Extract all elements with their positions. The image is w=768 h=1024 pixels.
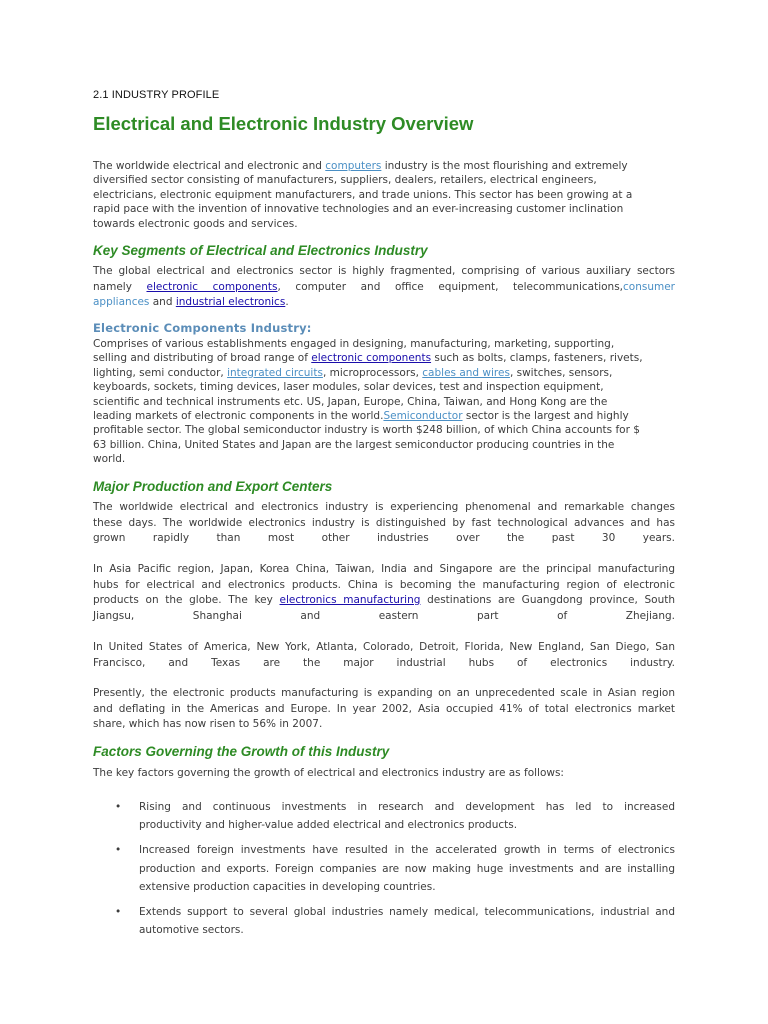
consumer-appliances-link-part1[interactable]: consumer (623, 280, 675, 293)
intro-line-1 (93, 159, 675, 173)
components-line-4: keyboards, sockets, timing devices, laser modules, solar devices, test and inspection equipment, (93, 381, 604, 394)
text-span: , microprocessors, (322, 366, 423, 379)
key-segments-line-2 (93, 280, 675, 296)
semiconductor-link[interactable]: Semiconductor (383, 410, 463, 423)
text-span: and (149, 296, 176, 308)
electronic-components-link[interactable]: electronic components (146, 280, 278, 293)
intro-line-3: electricians, electronic equipment manufacturers, and trade unions. This sector has been growing at a (93, 188, 633, 201)
key-segments-paragraph (93, 264, 675, 311)
production-heading: Major Production and Export Centers (93, 479, 333, 494)
production-p3-line-1: In United States of America, New York, Atlanta, Colorado, Detroit, Florida, New England, San Diego, San (93, 641, 675, 653)
bullet-1-line-1: Rising and continuous investments in research and development has led to increased (139, 801, 675, 813)
text-span: , computer and office equipment, telecommunications, (277, 280, 624, 293)
factors-heading: Factors Governing the Growth of this Industry (93, 744, 390, 759)
components-line-9: world. (93, 453, 126, 466)
components-paragraph (93, 337, 675, 467)
page-title: Electrical and Electronic Industry Overview (93, 113, 474, 134)
components-line-6 (93, 409, 675, 423)
consumer-appliances-link-part2[interactable]: appliances (93, 296, 150, 308)
text-span: products on the globe. The key (93, 594, 280, 606)
production-p2-line-3 (93, 593, 675, 609)
production-p1-line-2: these days. The worldwide electronics industry is distinguished by fast technological advances and has (93, 516, 675, 529)
components-line-8: 63 billion. China, United States and Japan are the largest semiconductor producing countries in the (93, 438, 615, 451)
text-span: . (285, 296, 289, 308)
key-segments-line-3 (93, 295, 675, 311)
production-p4-line-2: and deflating in the Americas and Europe. In year 2002, Asia occupied 41% of total electronics market (93, 702, 675, 715)
bullet-icon: • (115, 801, 122, 813)
cables-and-wires-link[interactable]: cables and wires (422, 366, 510, 379)
text-span: industry is the most flourishing and extremely (381, 160, 628, 172)
text-span: The worldwide electrical and electronic and (93, 160, 326, 172)
section-label: 2.1 INDUSTRY PROFILE (93, 89, 220, 101)
text-span: leading markets of electronic components in the world. (93, 410, 384, 423)
intro-line-4: rapid pace with the invention of innovative technologies and an ever-increasing customer inclination (93, 203, 624, 216)
production-p1-line-3: grown rapidly than most other industries over the past 30 years. (93, 532, 675, 544)
bullet-2-line-1: Increased foreign investments have resulted in the accelerated growth in terms of electronics (139, 844, 675, 857)
bullet-icon: • (115, 844, 122, 857)
text-span: selling and distributing of broad range of (93, 352, 312, 365)
production-p2-line-1: In Asia Pacific region, Japan, Korea China, Taiwan, India and Singapore are the principal manufacturing (93, 563, 675, 575)
bullet-1-line-2: productivity and higher-value added electrical and electronics products. (139, 819, 518, 832)
production-p2-line-2: hubs for electrical and electronics products. China is becoming the manufacturing region of electronic (93, 578, 675, 591)
production-p4-line-1: Presently, the electronic products manufacturing is expanding on an unprecedented scale in Asian region (93, 687, 675, 699)
production-paragraph-4 (93, 686, 675, 733)
components-line-2 (93, 351, 675, 365)
electronic-components-link-2[interactable]: electronic components (311, 352, 432, 365)
intro-paragraph (93, 159, 675, 231)
components-line-3 (93, 366, 675, 380)
production-paragraph-1 (93, 500, 675, 547)
key-segments-heading: Key Segments of Electrical and Electronics Industry (93, 243, 428, 258)
production-paragraph-2 (93, 562, 675, 624)
components-line-5: scientific and technical instruments etc. US, Japan, Europe, China, Taiwan, and Hong Kong are the (93, 395, 608, 408)
industrial-electronics-link[interactable]: industrial electronics (175, 296, 286, 308)
components-line-7: profitable sector. The global semiconductor industry is worth $248 billion, of which China accounts for $ (93, 424, 640, 437)
production-p3-line-2: Francisco, and Texas are the major industrial hubs of electronics industry. (93, 656, 675, 669)
components-heading: Electronic Components Industry: (93, 321, 312, 335)
electronics-manufacturing-link[interactable]: electronics manufacturing (279, 594, 421, 606)
factors-intro: The key factors governing the growth of electrical and electronics industry are as follows: (93, 767, 564, 779)
list-item (93, 798, 675, 834)
intro-line-5: towards electronic goods and services. (93, 217, 298, 230)
bullet-icon: • (115, 906, 122, 919)
integrated-circuits-link[interactable]: integrated circuits (227, 366, 323, 379)
intro-line-2: diversified sector consisting of manufacturers, suppliers, dealers, retailers, electrical engineers, (93, 174, 597, 187)
text-span: , switches, sensors, (509, 366, 613, 379)
factors-bullet-list (93, 798, 675, 946)
production-paragraph-3 (93, 640, 675, 671)
computers-link[interactable]: computers (325, 160, 382, 172)
list-item (93, 903, 675, 939)
bullet-3-line-1: Extends support to several global industries namely medical, telecommunications, industrial and (139, 906, 675, 919)
bullet-2-line-2: production and exports. Foreign companies are now making huge investments and are installing (139, 862, 675, 875)
text-span: lighting, semi conductor, (93, 366, 228, 379)
production-p4-line-3: share, which has now risen to 56% in 2007. (93, 718, 323, 730)
components-line-1: Comprises of various establishments engaged in designing, manufacturing, marketing, supporting, (93, 338, 615, 350)
key-segments-line-1: The global electrical and electronics sector is highly fragmented, comprising of various auxiliary sectors (93, 265, 675, 277)
bullet-2-line-3: extensive production capacities in developing countries. (139, 880, 436, 893)
production-p1-line-1: The worldwide electrical and electronics industry is experiencing phenomenal and remarkable changes (93, 501, 675, 513)
text-span: sector is the largest and highly (462, 410, 629, 423)
text-span: destinations are Guangdong province, South (420, 594, 675, 606)
bullet-3-line-2: automotive sectors. (139, 924, 244, 937)
list-item (93, 841, 675, 896)
text-span: namely (93, 280, 147, 293)
production-p2-line-4: Jiangsu, Shanghai and eastern part of Zhejiang. (93, 609, 675, 622)
text-span: such as bolts, clamps, fasteners, rivets, (431, 352, 643, 365)
